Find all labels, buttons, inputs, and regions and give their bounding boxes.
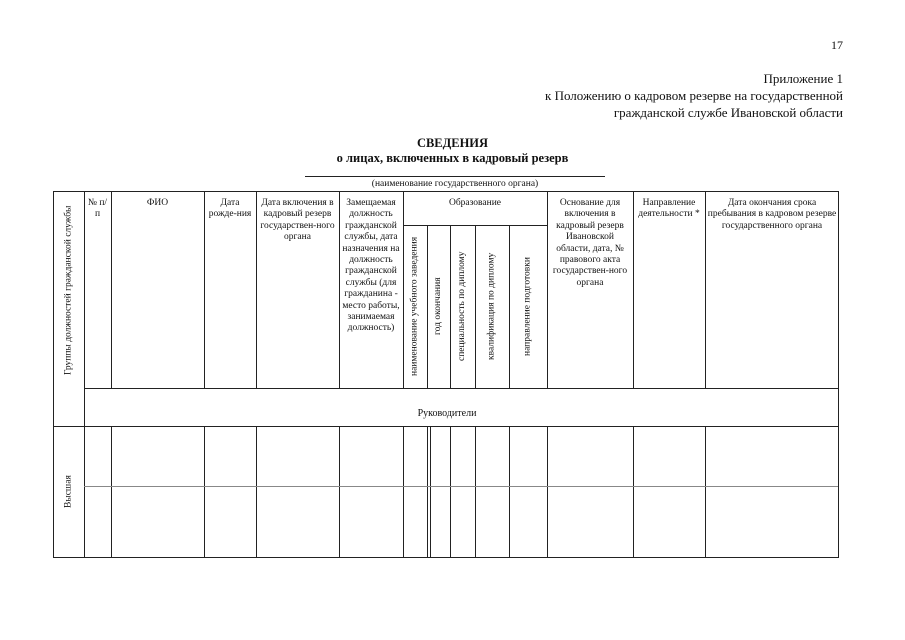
header-inclusion-date: Дата включения в кадровый резерв государствен-ного органа xyxy=(260,198,335,243)
section-label-leaders: Руководители xyxy=(417,408,477,419)
col-line xyxy=(256,192,257,388)
col-line xyxy=(547,426,548,557)
header-edu-qualification: квалификация по диплому xyxy=(486,252,497,361)
header-birth: Дата рожде-ния xyxy=(208,198,252,220)
col-line xyxy=(633,192,634,388)
page-number: 17 xyxy=(831,38,843,52)
row-line xyxy=(84,486,838,487)
col-line xyxy=(204,192,205,388)
col-line xyxy=(84,192,85,557)
col-line xyxy=(547,192,548,388)
document-title xyxy=(0,136,905,166)
col-line xyxy=(111,192,112,388)
appendix-note xyxy=(545,70,843,121)
row-line xyxy=(54,426,838,427)
header-edu-institution: наименование учебного заведения xyxy=(409,236,420,377)
header-groups: Группы должностей гражданской службы xyxy=(63,205,74,375)
header-basis: Основание для включения в кадровый резерв Ивановской области, дата, № правового акта государствен-ного органа xyxy=(552,198,628,288)
col-line xyxy=(509,426,510,557)
header-fio: ФИО xyxy=(146,198,169,208)
col-line xyxy=(427,426,428,557)
col-line xyxy=(204,426,205,557)
col-line xyxy=(450,426,451,557)
col-line xyxy=(633,426,634,557)
header-end-date: Дата окончания срока пребывания в кадровом резерве государственного органа xyxy=(707,198,837,231)
col-line xyxy=(111,426,112,557)
header-edu-direction: направление подготовки xyxy=(522,257,533,356)
col-line xyxy=(339,426,340,557)
org-name-caption: (наименование государственного органа) xyxy=(371,179,539,189)
org-name-underline xyxy=(305,176,605,177)
appendix-line-2: к Положению о кадровом резерве на государственной xyxy=(545,88,843,103)
group-label-highest: Высшая xyxy=(63,475,74,508)
reserve-table xyxy=(53,191,839,558)
header-activity: Направление деятельности * xyxy=(638,198,700,220)
appendix-line-3: гражданской службе Ивановской области xyxy=(613,105,843,120)
appendix-line-1: Приложение 1 xyxy=(763,71,843,86)
col-line xyxy=(705,426,706,557)
col-line xyxy=(403,426,404,557)
col-line xyxy=(256,426,257,557)
header-edu-year: год окончания xyxy=(433,277,443,336)
header-num: № п/п xyxy=(87,198,108,220)
title-line-2: о лицах, включенных в кадровый резерв xyxy=(336,151,569,165)
header-position: Замещаемая должность гражданской службы, дата назначения на должность гражданской службы (для гражданина - место работы, занимаемая должность) xyxy=(342,198,400,334)
title-line-1: СВЕДЕНИЯ xyxy=(416,136,489,150)
row-line xyxy=(84,388,838,389)
header-edu-specialty: специальность по диплому xyxy=(457,251,467,362)
col-line xyxy=(430,426,431,557)
col-line xyxy=(475,426,476,557)
header-education: Образование xyxy=(448,198,502,208)
